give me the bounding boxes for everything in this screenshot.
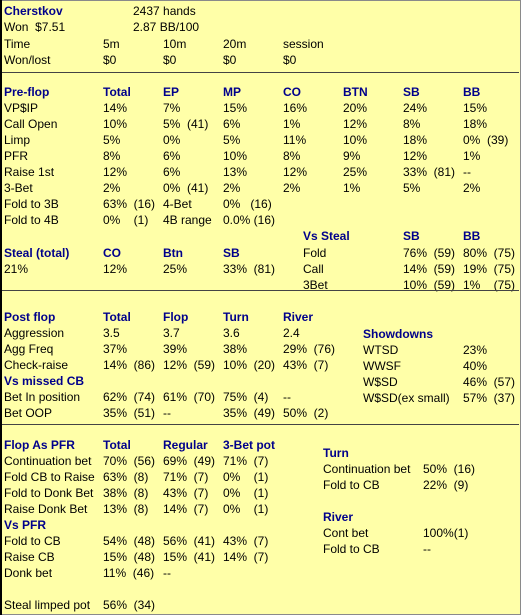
postflop-stat-value: 39%	[163, 342, 188, 356]
steal-total-value: 21%	[4, 262, 29, 276]
bb-per-100: 2.87 BB/100	[133, 20, 200, 34]
wonlost-10m: $0	[163, 53, 177, 67]
vs-pfr-stat-value: 56% (41)	[163, 534, 216, 548]
postflop-stat-value: 37%	[103, 342, 128, 356]
postflop-header: Turn	[223, 310, 249, 324]
vs-steal-header-sb: SB	[403, 229, 420, 243]
steal-header-co: CO	[103, 246, 121, 260]
vs-missed-cb-stat-label: Bet OOP	[4, 406, 53, 420]
showdowns-title: Showdowns	[363, 327, 433, 341]
vs-pfr-stat-label: Donk bet	[4, 566, 53, 580]
vs-steal-stat-label: Fold	[303, 246, 327, 260]
preflop-stat-value: 6%	[163, 149, 181, 163]
preflop-stat-value: 33% (81)	[403, 165, 456, 179]
preflop-stat-value: 5%	[223, 133, 241, 147]
preflop-stat-value: 1%	[343, 181, 361, 195]
flop-pfr-stat-value: 0% (1)	[223, 486, 269, 500]
preflop-stat-value: 24%	[403, 101, 428, 115]
vs-missed-cb-stat-value: 35% (49)	[223, 406, 276, 420]
postflop-stat-value: 2.4	[283, 326, 300, 340]
flop-pfr-stat-label: Raise Donk Bet	[4, 502, 88, 516]
flop-pfr-stat-value: 70% (56)	[103, 454, 156, 468]
left-edge-bar	[0, 0, 2, 615]
preflop-stat-value: 16%	[283, 101, 308, 115]
flop-pfr-title: Flop As PFR	[4, 438, 75, 452]
turn-stat-value: 50% (16)	[423, 462, 476, 476]
flop-pfr-stat-value: 71% (7)	[223, 454, 269, 468]
preflop-stat-label: 3-Bet	[4, 181, 33, 195]
preflop-stat-label: VP$IP	[4, 101, 39, 115]
section-divider	[2, 290, 519, 291]
showdown-stat-value: 40%	[463, 359, 488, 373]
flop-pfr-stat-value: 0% (1)	[223, 470, 269, 484]
vs-pfr-stat-value: 11% (46)	[103, 566, 155, 580]
postflop-stat-value: 3.6	[223, 326, 240, 340]
preflop-stat-value: --	[463, 165, 471, 179]
preflop-stat-value: 10%	[223, 149, 248, 163]
vs-steal-header-bb: BB	[463, 229, 481, 243]
preflop-stat-value: 25%	[343, 165, 368, 179]
four-bet-range-value: 0.0% (16)	[223, 213, 276, 227]
four-bet-label: 4-Bet	[163, 197, 192, 211]
flop-pfr-header-total: Total	[103, 438, 131, 452]
preflop-stat-value: 2%	[103, 181, 121, 195]
flop-pfr-stat-value: 38% (8)	[103, 486, 149, 500]
fold-to-4b-value: 0% (1)	[103, 213, 149, 227]
steal-btn-value: 25%	[163, 262, 188, 276]
showdown-stat-label: WTSD	[363, 343, 399, 357]
river-stat-value: 100%(1)	[423, 526, 469, 540]
preflop-stat-label: Call Open	[4, 117, 58, 131]
showdown-stat-label: W$SD(ex small)	[363, 391, 450, 405]
vs-pfr-stat-value: 15% (41)	[163, 550, 216, 564]
turn-stat-label: Fold to CB	[323, 478, 380, 492]
flop-pfr-stat-label: Continuation bet	[4, 454, 92, 468]
postflop-stat-value: 38%	[223, 342, 248, 356]
flop-pfr-stat-value: 69% (49)	[163, 454, 216, 468]
flop-pfr-stat-value: 0% (1)	[223, 502, 269, 516]
postflop-stat-value: 12% (59)	[163, 358, 216, 372]
river-stat-label: Cont bet	[323, 526, 369, 540]
postflop-stat-value: 14% (86)	[103, 358, 156, 372]
preflop-stat-value: 8%	[403, 117, 421, 131]
vs-missed-cb-stat-value: 62% (74)	[103, 390, 156, 404]
preflop-stat-value: 7%	[163, 101, 181, 115]
preflop-title: Pre-flop	[4, 85, 50, 99]
section-divider	[2, 72, 519, 73]
time-col-20m: 20m	[223, 37, 247, 51]
fold-to-3b-label: Fold to 3B	[4, 197, 59, 211]
preflop-header: EP	[163, 85, 180, 99]
preflop-stat-value: 15%	[463, 101, 488, 115]
flop-pfr-stat-value: 71% (7)	[163, 470, 209, 484]
preflop-stat-value: 9%	[343, 149, 361, 163]
fold-to-3b-value: 63% (16)	[103, 197, 156, 211]
steal-co-value: 12%	[103, 262, 128, 276]
wonlost-session: $0	[283, 53, 297, 67]
postflop-header: River	[283, 310, 314, 324]
preflop-stat-value: 20%	[343, 101, 368, 115]
preflop-stat-value: 12%	[403, 149, 428, 163]
preflop-stat-value: 1%	[463, 149, 481, 163]
vs-steal-stat-label: 3Bet	[303, 278, 328, 292]
won-amount: Won $7.51	[4, 20, 66, 34]
preflop-stat-value: 12%	[343, 117, 368, 131]
preflop-stat-value: 0% (39)	[463, 133, 509, 147]
preflop-stat-value: 12%	[103, 165, 128, 179]
preflop-stat-value: 6%	[163, 165, 181, 179]
flop-pfr-stat-value: 63% (8)	[103, 470, 149, 484]
preflop-stat-value: 10%	[343, 133, 368, 147]
wonlost-20m: $0	[223, 53, 237, 67]
preflop-header: SB	[403, 85, 420, 99]
postflop-stat-label: Aggression	[4, 326, 65, 340]
steal-header-btn: Btn	[163, 246, 183, 260]
flop-pfr-stat-value: 43% (7)	[163, 486, 209, 500]
four-bet-value: 0% (16)	[223, 197, 272, 211]
preflop-stat-value: 6%	[223, 117, 241, 131]
preflop-stat-value: 8%	[103, 149, 121, 163]
player-name: Cherstkov	[4, 4, 63, 18]
preflop-stat-label: Limp	[4, 133, 31, 147]
preflop-stat-label: PFR	[4, 149, 28, 163]
time-col-10m: 10m	[163, 37, 187, 51]
vs-missed-cb-stat-value: --	[163, 406, 171, 420]
preflop-header: CO	[283, 85, 301, 99]
preflop-header: MP	[223, 85, 241, 99]
showdown-stat-label: WWSF	[363, 359, 401, 373]
steal-limped-label: Steal limped pot	[4, 598, 91, 612]
postflop-stat-value: 3.5	[103, 326, 120, 340]
showdown-stat-label: W$SD	[363, 375, 398, 389]
preflop-stat-label: Raise 1st	[4, 165, 55, 179]
vs-pfr-stat-label: Raise CB	[4, 550, 55, 564]
preflop-stat-value: 5%	[403, 181, 421, 195]
steal-total-title: Steal (total)	[4, 246, 70, 260]
turn-title: Turn	[323, 446, 349, 460]
flop-pfr-stat-label: Fold to Donk Bet	[4, 486, 94, 500]
flop-pfr-stat-value: 13% (8)	[103, 502, 149, 516]
turn-stat-label: Continuation bet	[323, 462, 411, 476]
river-stat-label: Fold to CB	[323, 542, 380, 556]
preflop-stat-value: 8%	[283, 149, 301, 163]
preflop-stat-value: 18%	[463, 117, 488, 131]
time-col-session: session	[283, 37, 324, 51]
vs-steal-stat-value: 80% (75)	[463, 246, 516, 260]
vs-missed-cb-title: Vs missed CB	[4, 374, 85, 388]
preflop-stat-value: 15%	[223, 101, 248, 115]
river-stat-value: --	[423, 542, 431, 556]
four-bet-range-label: 4B range	[163, 213, 212, 227]
preflop-stat-value: 2%	[463, 181, 481, 195]
preflop-stat-value: 2%	[283, 181, 301, 195]
vs-steal-stat-value: 76% (59)	[403, 246, 456, 260]
turn-stat-value: 22% (9)	[423, 478, 469, 492]
showdown-stat-value: 57% (37)	[463, 391, 516, 405]
vs-steal-stat-label: Call	[303, 262, 324, 276]
preflop-stat-value: 13%	[223, 165, 248, 179]
preflop-stat-value: 2%	[223, 181, 241, 195]
preflop-header: BTN	[343, 85, 368, 99]
showdown-stat-value: 23%	[463, 343, 488, 357]
preflop-header: BB	[463, 85, 481, 99]
vs-steal-title: Vs Steal	[303, 229, 350, 243]
preflop-stat-value: 0%	[163, 133, 181, 147]
postflop-title: Post flop	[4, 310, 56, 324]
vs-missed-cb-stat-value: --	[283, 390, 291, 404]
vs-steal-stat-value: 14% (59)	[403, 262, 456, 276]
vs-missed-cb-stat-value: 61% (70)	[163, 390, 216, 404]
preflop-stat-value: 5% (41)	[163, 117, 209, 131]
postflop-stat-value: 3.7	[163, 326, 180, 340]
postflop-stat-label: Agg Freq	[4, 342, 54, 356]
flop-pfr-header-3bet: 3-Bet pot	[223, 438, 275, 452]
postflop-stat-value: 29% (76)	[283, 342, 336, 356]
time-col-5m: 5m	[103, 37, 120, 51]
preflop-header: Total	[103, 85, 131, 99]
vs-pfr-title: Vs PFR	[4, 518, 47, 532]
vs-pfr-stat-value: 15% (48)	[103, 550, 156, 564]
preflop-stat-value: 14%	[103, 101, 128, 115]
preflop-stat-value: 1%	[283, 117, 301, 131]
river-title: River	[323, 510, 354, 524]
time-label: Time	[4, 37, 31, 51]
postflop-header: Flop	[163, 310, 189, 324]
preflop-stat-value: 0% (41)	[163, 181, 209, 195]
postflop-header: Total	[103, 310, 131, 324]
preflop-stat-value: 11%	[283, 133, 307, 147]
flop-pfr-stat-label: Fold CB to Raise	[4, 470, 95, 484]
preflop-stat-value: 18%	[403, 133, 428, 147]
steal-header-sb: SB	[223, 246, 240, 260]
vs-pfr-stat-value: --	[163, 566, 171, 580]
steal-limped-value: 56% (34)	[103, 598, 156, 612]
preflop-stat-value: 10%	[103, 117, 128, 131]
wonlost-5m: $0	[103, 53, 117, 67]
fold-to-4b-label: Fold to 4B	[4, 213, 59, 227]
vs-pfr-stat-value: 54% (48)	[103, 534, 156, 548]
vs-missed-cb-stat-value: 35% (51)	[103, 406, 156, 420]
postflop-stat-label: Check-raise	[4, 358, 69, 372]
vs-steal-stat-value: 10% (59)	[403, 278, 456, 292]
wonlost-label: Won/lost	[4, 53, 51, 67]
postflop-stat-value: 10% (20)	[223, 358, 276, 372]
vs-pfr-stat-label: Fold to CB	[4, 534, 61, 548]
vs-steal-stat-value: 19% (75)	[463, 262, 516, 276]
hands-count: 2437 hands	[133, 4, 196, 18]
vs-missed-cb-stat-value: 50% (2)	[283, 406, 329, 420]
vs-pfr-stat-value: 14% (7)	[223, 550, 269, 564]
vs-missed-cb-stat-value: 75% (4)	[223, 390, 269, 404]
flop-pfr-stat-value: 14% (7)	[163, 502, 209, 516]
steal-sb-value: 33% (81)	[223, 262, 276, 276]
preflop-stat-value: 5%	[103, 133, 121, 147]
flop-pfr-header-regular: Regular	[163, 438, 208, 452]
section-divider	[2, 424, 519, 425]
vs-missed-cb-stat-label: Bet In position	[4, 390, 81, 404]
vs-steal-stat-value: 1% (75)	[463, 278, 516, 292]
vs-pfr-stat-value: 43% (7)	[223, 534, 269, 548]
preflop-stat-value: 12%	[283, 165, 308, 179]
showdown-stat-value: 46% (57)	[463, 375, 516, 389]
postflop-stat-value: 43% (7)	[283, 358, 329, 372]
